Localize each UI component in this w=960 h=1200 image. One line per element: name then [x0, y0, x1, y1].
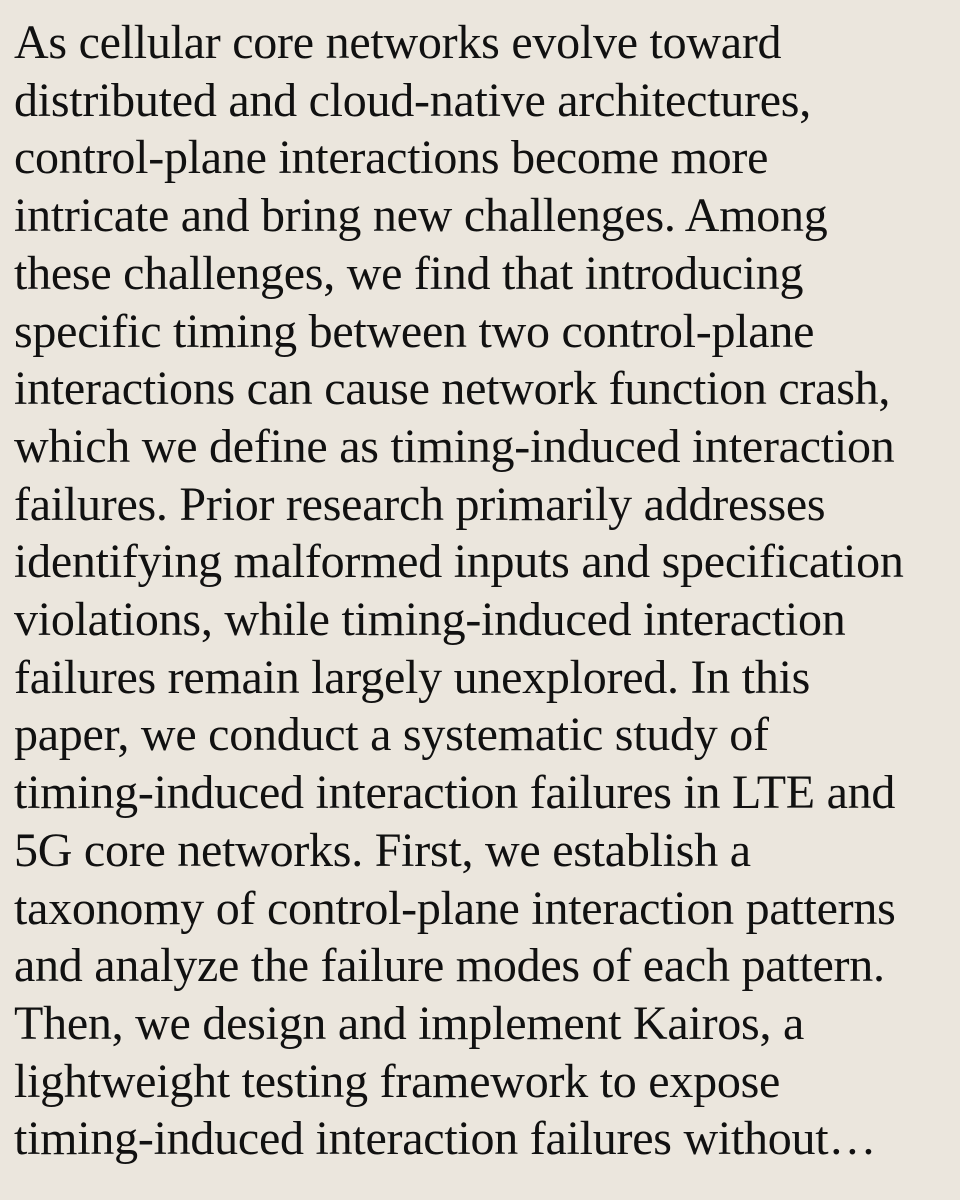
text-line-18: Then, we design and implement Kairos, a	[14, 996, 805, 1050]
text-line-9: failures. Prior research primarily addresses	[14, 477, 826, 531]
text-line-2: distributed and cloud-native architectures,	[14, 73, 811, 127]
text-line-1: As cellular core networks evolve toward	[14, 16, 782, 69]
text-line-13: paper, we conduct a systematic study of	[14, 708, 769, 762]
text-line-17: and analyze the failure modes of each pattern.	[14, 939, 885, 993]
text-line-14: timing-induced interaction failures in LTE and	[14, 766, 896, 820]
text-line-7: interactions can cause network function crash,	[14, 362, 891, 416]
text-line-20: timing-induced interaction failures without…	[14, 1112, 877, 1166]
text-line-12: failures remain largely unexplored. In this	[14, 650, 811, 704]
text-line-6: specific timing between two control-plane	[14, 304, 815, 358]
text-line-10: identifying malformed inputs and specification	[14, 535, 904, 589]
text-line-8: which we define as timing-induced interaction	[14, 419, 895, 473]
text-line-11: violations, while timing-induced interaction	[14, 593, 846, 647]
abstract-text	[14, 14, 940, 1168]
text-line-4: intricate and bring new challenges. Among	[14, 189, 828, 243]
text-line-3: control-plane interactions become more	[14, 131, 769, 185]
text-line-5: these challenges, we find that introducing	[14, 246, 804, 300]
text-line-15: 5G core networks. First, we establish a	[14, 823, 751, 877]
text-line-16: taxonomy of control-plane interaction patterns	[14, 881, 896, 935]
text-line-19: lightweight testing framework to expose	[14, 1054, 781, 1108]
